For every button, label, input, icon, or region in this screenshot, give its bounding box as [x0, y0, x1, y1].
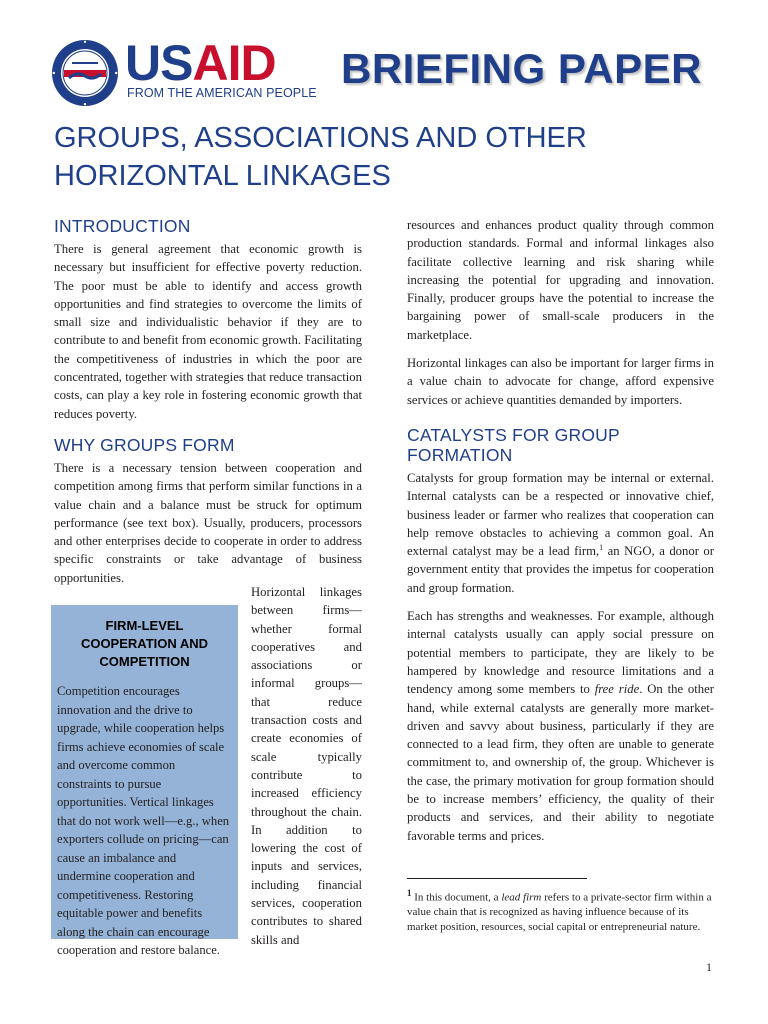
firm-level-text-box — [51, 605, 238, 957]
footnote-number: 1 — [407, 888, 412, 898]
why-groups-form-heading: WHY GROUPS FORM — [54, 435, 235, 455]
usaid-wordmark: USAID — [125, 35, 276, 91]
page-title-line-1: GROUPS, ASSOCIATIONS AND OTHER — [54, 122, 587, 154]
right-column — [407, 216, 714, 845]
text-box-title: FIRM-LEVEL COOPERATION AND COMPETITION — [80, 618, 209, 669]
why-groups-form-paragraph: There is a necessary tension between cooperation and competition among firms that perform similar functions in a value chain and a balance must be struck for optimum performance (see text box). Usually, producers, processors and other enterprises decide to cooperate in order to address specific constraints or take advantage of business opportunities. — [54, 461, 362, 585]
page-number: 1 — [706, 960, 712, 974]
page-title — [54, 119, 734, 195]
introduction-section — [54, 216, 362, 423]
footnote-reference[interactable]: 1 — [599, 542, 604, 552]
page-title-line-2: HORIZONTAL LINKAGES — [54, 160, 391, 192]
catalysts-paragraph: Catalysts for group formation may be internal or external. Internal catalysts can be a respected or innovative chief, business leader or farmer who realizes that cooperation can help remove obstacles to achieving a common goal. An external catalyst may be a lead firm,$^1$ an NGO, a donor or government entity that provides the impetus for cooperation and group formation. — [407, 470, 714, 595]
text-box-paragraph: Competition encourages innovation and the drive to upgrade, while cooperation helps firms achieve economies of scale and overcome common constraints to pursue opportunities. Vertical linkages that do not work well—e.g., when exporters collude on pricing—can cause an imbalance and undermine cooperation and competitiveness. Restoring equitable power and benefits along the chain can encourage cooperation and restore balance. — [57, 684, 230, 957]
horizontal-linkages-paragraph: Horizontal linkages between firms—whether formal cooperatives and associations or informal groups—that reduce transaction costs and create economies of scale typically contribute to increased efficiency throughout the chain. In addition to lowering the cost of inputs and services, including financial services, cooperation contributes to shared skills and — [251, 585, 362, 947]
larger-firms-paragraph: Horizontal linkages can also be important for larger firms in a value chain to advocate for change, afford expensive services or achieve quantities demanded by importers. — [407, 356, 714, 407]
document-type-title: BRIEFING PAPER — [341, 45, 702, 92]
horizontal-linkages-narrow-column — [251, 583, 362, 949]
introduction-paragraph: There is general agreement that economic growth is necessary but insufficient for effective poverty reduction. The poor must be able to identify and access growth opportunities and find strategies to overcome the limits of small size and individualistic behavior if they are to contribute to and benefit from economic growth. Facilitating the competitiveness of industries in which the poor are concentrated, together with strategies that reduce transaction costs, can play a key role in fostering economic growth that reduces poverty. — [54, 242, 362, 421]
why-groups-form-section — [54, 435, 362, 587]
usaid-tagline: FROM THE AMERICAN PEOPLE — [127, 86, 317, 100]
catalysts-heading: CATALYSTS FOR GROUP FORMATION — [407, 424, 620, 465]
footnote-divider — [407, 878, 587, 879]
introduction-heading: INTRODUCTION — [54, 216, 191, 236]
strengths-weaknesses-paragraph: Each has strengths and weaknesses. For example, although internal catalysts usually can apply social pressure on potential members to participate, they are likely to be hampered by knowledge and resource limitations and a tendency among some members to free ride. On the other hand, while external catalysts are generally more market-driven and savvy about business, particularly if they are connected to a lead firm, they often are unable to generate commitment to, and ownership of, the group. Whichever is the case, the primary motivation for group formation should be to increase members’ efficiency, the quality of their products and services, and their ability to negotiate favorable terms and prices. — [407, 609, 715, 843]
usaid-seal-logo — [50, 38, 120, 108]
footnote: $^1$ In this document, a lead firm refers to a private-sector firm within a value chain that is recognized as having influence because of its market position, resources, social capital or entrepreneurial nature. — [407, 888, 712, 933]
resources-paragraph: resources and enhances product quality through common production standards. Formal and informal linkages also facilitate collective learning and risk sharing while increasing the potential for upgrading and innovation. Finally, producer groups have the potential to increase the bargaining power of small-scale producers in the marketplace. — [407, 218, 714, 342]
